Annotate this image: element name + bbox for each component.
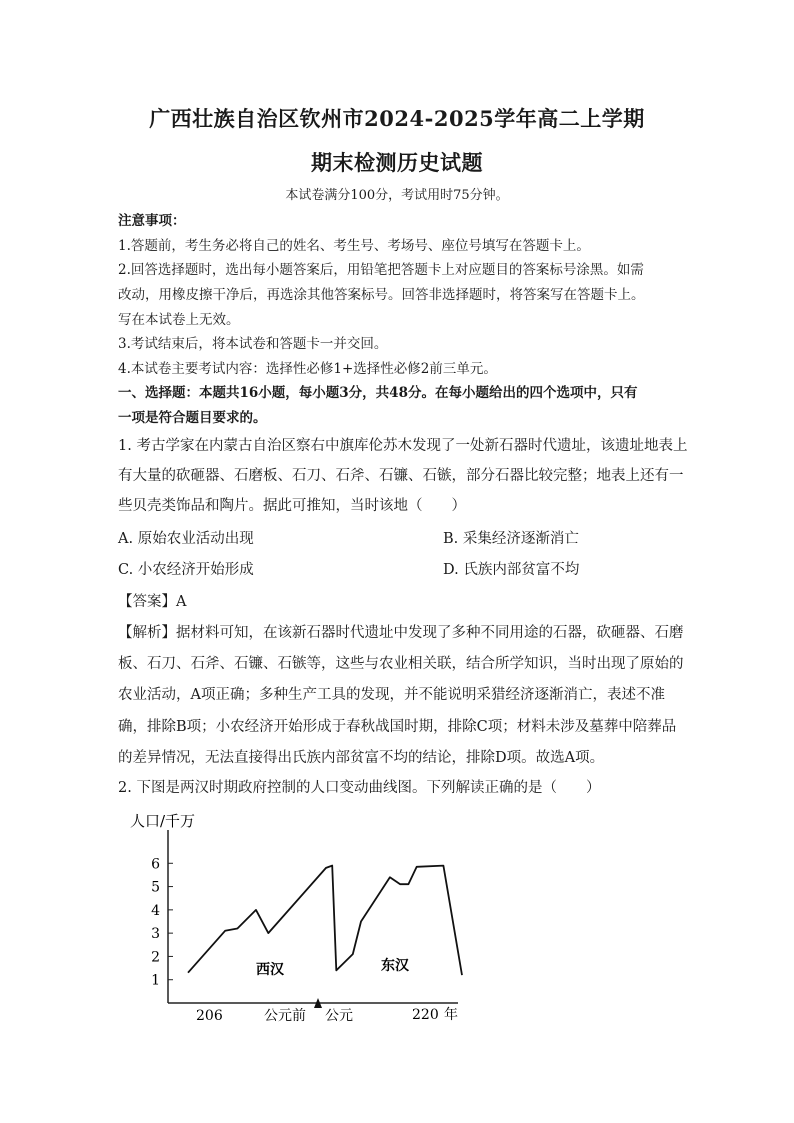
- population-chart: [118, 800, 478, 1030]
- y-tick-label: 6: [151, 856, 160, 873]
- y-axis-label: 人口/千万: [130, 812, 196, 830]
- q1-answer: 【答案】A: [118, 594, 187, 610]
- q1-option-d: D. 氏族内部贫富不均: [443, 562, 580, 578]
- y-tick-label: 3: [151, 926, 160, 943]
- note-2c: 写在本试卷上无效。: [118, 312, 240, 328]
- q1-stem-2: 有大量的砍砸器、石磨板、石刀、石斧、石镰、石镞，部分石器比较完整；地表上还有一: [118, 468, 684, 484]
- q1-stem-3: 些贝壳类饰品和陶片。据此可推知，当时该地（ ）: [118, 498, 466, 514]
- y-tick-label: 2: [151, 949, 160, 966]
- x-tick-label-220: 220: [412, 1007, 439, 1023]
- note-2b: 改动，用橡皮擦干净后，再选涂其他答案标号。回答非选择题时，将答案写在答题卡上。: [118, 287, 645, 303]
- note-1: 1.答题前，考生务必将自己的姓名、考生号、考场号、座位号填写在答题卡上。: [118, 238, 590, 254]
- section-heading-1: 一、选择题：本题共16小题，每小题3分，共48分。在每小题给出的四个选项中，只有: [118, 385, 638, 401]
- q1-explanation-4: 确，排除B项；小农经济开始形成于春秋战国时期，排除C项；材料未涉及墓葬中陪葬品: [118, 719, 677, 735]
- note-4: 4.本试卷主要考试内容：选择性必修1+选择性必修2前三单元。: [118, 361, 497, 377]
- x-tick-label-bc: 公元前: [264, 1008, 306, 1024]
- x-axis-unit-label: 年: [444, 1007, 458, 1023]
- note-2a: 2.回答选择题时，选出每小题答案后，用铅笔把答题卡上对应题目的答案标号涂黑。如需: [118, 262, 644, 278]
- q1-stem-1: 1. 考古学家在内蒙古自治区察右中旗库伦苏木发现了一处新石器时代遗址，该遗址地表上: [118, 438, 688, 454]
- x-tick-label-206: 206: [196, 1008, 223, 1024]
- q1-option-a: A. 原始农业活动出现: [118, 531, 254, 547]
- y-tick-label: 1: [151, 972, 160, 989]
- q1-explanation-2: 板、石刀、石斧、石镰、石镞等，这些与农业相关联，结合所学知识，当时出现了原始的: [118, 656, 684, 672]
- doc-title-line1: 广西壮族自治区钦州市2024-2025学年高二上学期: [149, 106, 645, 131]
- note-3: 3.考试结束后，将本试卷和答题卡一并交回。: [118, 336, 388, 352]
- annotation-eastern-han: 东汉: [381, 958, 409, 974]
- y-tick-label: 5: [151, 879, 160, 896]
- x-tick-label-ad: 公元: [325, 1008, 353, 1024]
- q1-explanation-3: 农业活动，A项正确；多种生产工具的发现，并不能说明采猎经济逐渐消亡，表述不准: [118, 687, 665, 703]
- q1-option-b: B. 采集经济逐渐消亡: [443, 531, 579, 547]
- notes-heading: 注意事项：: [118, 213, 186, 229]
- q1-option-c: C. 小农经济开始形成: [118, 562, 254, 578]
- population-line: [188, 866, 462, 976]
- section-heading-2: 一项是符合题目要求的。: [118, 410, 267, 426]
- y-tick-label: 4: [151, 902, 160, 919]
- subtitle: 本试卷满分100分，考试用时75分钟。: [285, 188, 509, 203]
- doc-title-line2: 期末检测历史试题: [311, 150, 483, 175]
- q2-stem: 2. 下图是两汉时期政府控制的人口变动曲线图。下列解读正确的是（ ）: [118, 780, 601, 796]
- annotation-western-han: 西汉: [256, 962, 284, 978]
- q1-explanation-1: 【解析】据材料可知，在该新石器时代遗址中发现了多种不同用途的石器，砍砸器、石磨: [118, 625, 684, 641]
- q1-explanation-5: 的差异情况，无法直接得出氏族内部贫富不均的结论，排除D项。故选A项。: [118, 750, 605, 766]
